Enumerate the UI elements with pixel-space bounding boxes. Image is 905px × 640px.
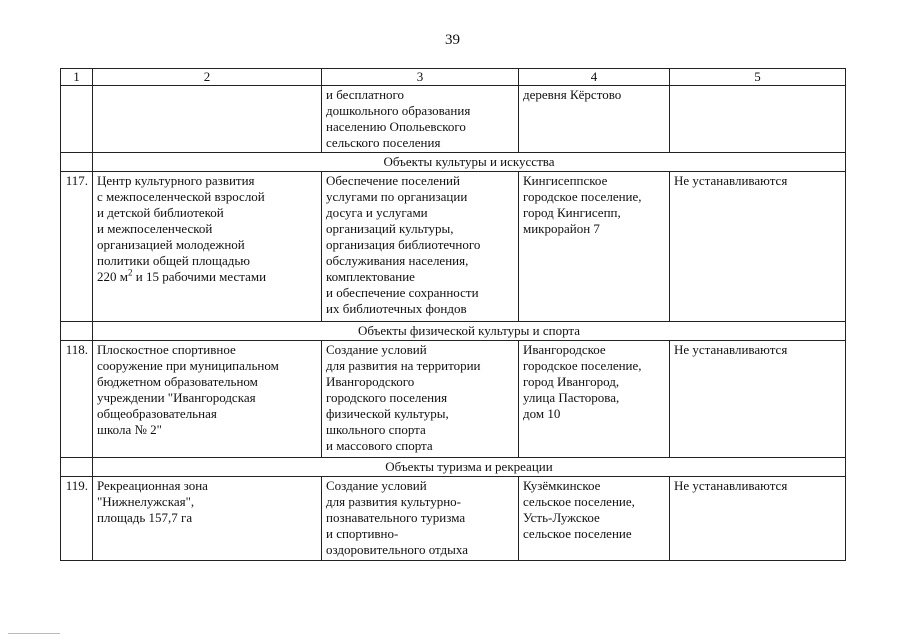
section-header-row bbox=[61, 458, 846, 477]
area-unit-superscript: 2 bbox=[127, 267, 133, 278]
object-location: Кингисеппское городское поселение, город Кингисепп, микрорайон 7 bbox=[519, 172, 670, 322]
object-purpose: Создание условий для развития на территории Ивангородского городского поселения физической культуры, школьного спорта и массового спорта bbox=[322, 341, 519, 458]
object-location: Кузёмкинское сельское поселение, Усть-Лужское сельское поселение bbox=[519, 477, 670, 561]
column-number-4: 4 bbox=[519, 69, 670, 86]
object-location: деревня Кёрстово bbox=[519, 86, 670, 153]
section-title: Объекты физической культуры и спорта bbox=[93, 322, 846, 341]
column-number-2: 2 bbox=[93, 69, 322, 86]
object-purpose: Обеспечение поселений услугами по организации досуга и услугами организаций культуры, организация библиотечного обслуживания населения, комплектование и обеспечение сохранности их библиотечных фондов bbox=[322, 172, 519, 322]
row-number: 118. bbox=[61, 341, 93, 458]
section-title: Объекты культуры и искусства bbox=[93, 153, 846, 172]
area-value: 220 м bbox=[97, 269, 128, 284]
object-name-line: с межпоселенческой взрослой bbox=[97, 189, 265, 204]
object-area-line bbox=[97, 269, 317, 285]
object-location: Ивангородское городское поселение, город Ивангород, улица Пасторова, дом 10 bbox=[519, 341, 670, 458]
table-row bbox=[61, 341, 846, 458]
object-name bbox=[93, 86, 322, 153]
column-number-5: 5 bbox=[670, 69, 846, 86]
area-suffix: и 15 рабочими местами bbox=[132, 269, 267, 284]
object-name: Плоскостное спортивное сооружение при муниципальном бюджетном образовательном учреждении "Ивангородская общеобразовательная школа № 2" bbox=[93, 341, 322, 458]
page-number: 39 bbox=[445, 32, 460, 48]
object-purpose: Создание условий для развития культурно- познавательного туризма и спортивно- оздоровительного отдыха bbox=[322, 477, 519, 561]
object-name-line: Центр культурного развития bbox=[97, 173, 255, 188]
restricted-zones: Не устанавливаются bbox=[670, 172, 846, 322]
restricted-zones: Не устанавливаются bbox=[670, 477, 846, 561]
section-header-row bbox=[61, 322, 846, 341]
continuation-row bbox=[61, 86, 846, 153]
restricted-zones bbox=[670, 86, 846, 153]
table-row bbox=[61, 172, 846, 322]
object-name-line: политики общей площадью bbox=[97, 253, 250, 268]
section-title: Объекты туризма и рекреации bbox=[93, 458, 846, 477]
object-name-line: и межпоселенческой bbox=[97, 221, 213, 236]
column-number-row bbox=[61, 69, 846, 86]
footer-divider bbox=[8, 633, 60, 634]
object-name: Рекреационная зона "Нижнелужская", площадь 157,7 га bbox=[93, 477, 322, 561]
column-number-3: 3 bbox=[322, 69, 519, 86]
row-number bbox=[61, 86, 93, 153]
objects-table bbox=[60, 68, 846, 561]
table-row bbox=[61, 477, 846, 561]
restricted-zones: Не устанавливаются bbox=[670, 341, 846, 458]
object-name-line: и детской библиотекой bbox=[97, 205, 224, 220]
row-number: 119. bbox=[61, 477, 93, 561]
object-name bbox=[93, 172, 322, 322]
object-purpose: и бесплатного дошкольного образования населению Опольевского сельского поселения bbox=[322, 86, 519, 153]
section-header-row bbox=[61, 153, 846, 172]
object-name-line: организацией молодежной bbox=[97, 237, 245, 252]
column-number-1: 1 bbox=[61, 69, 93, 86]
row-number: 117. bbox=[61, 172, 93, 322]
